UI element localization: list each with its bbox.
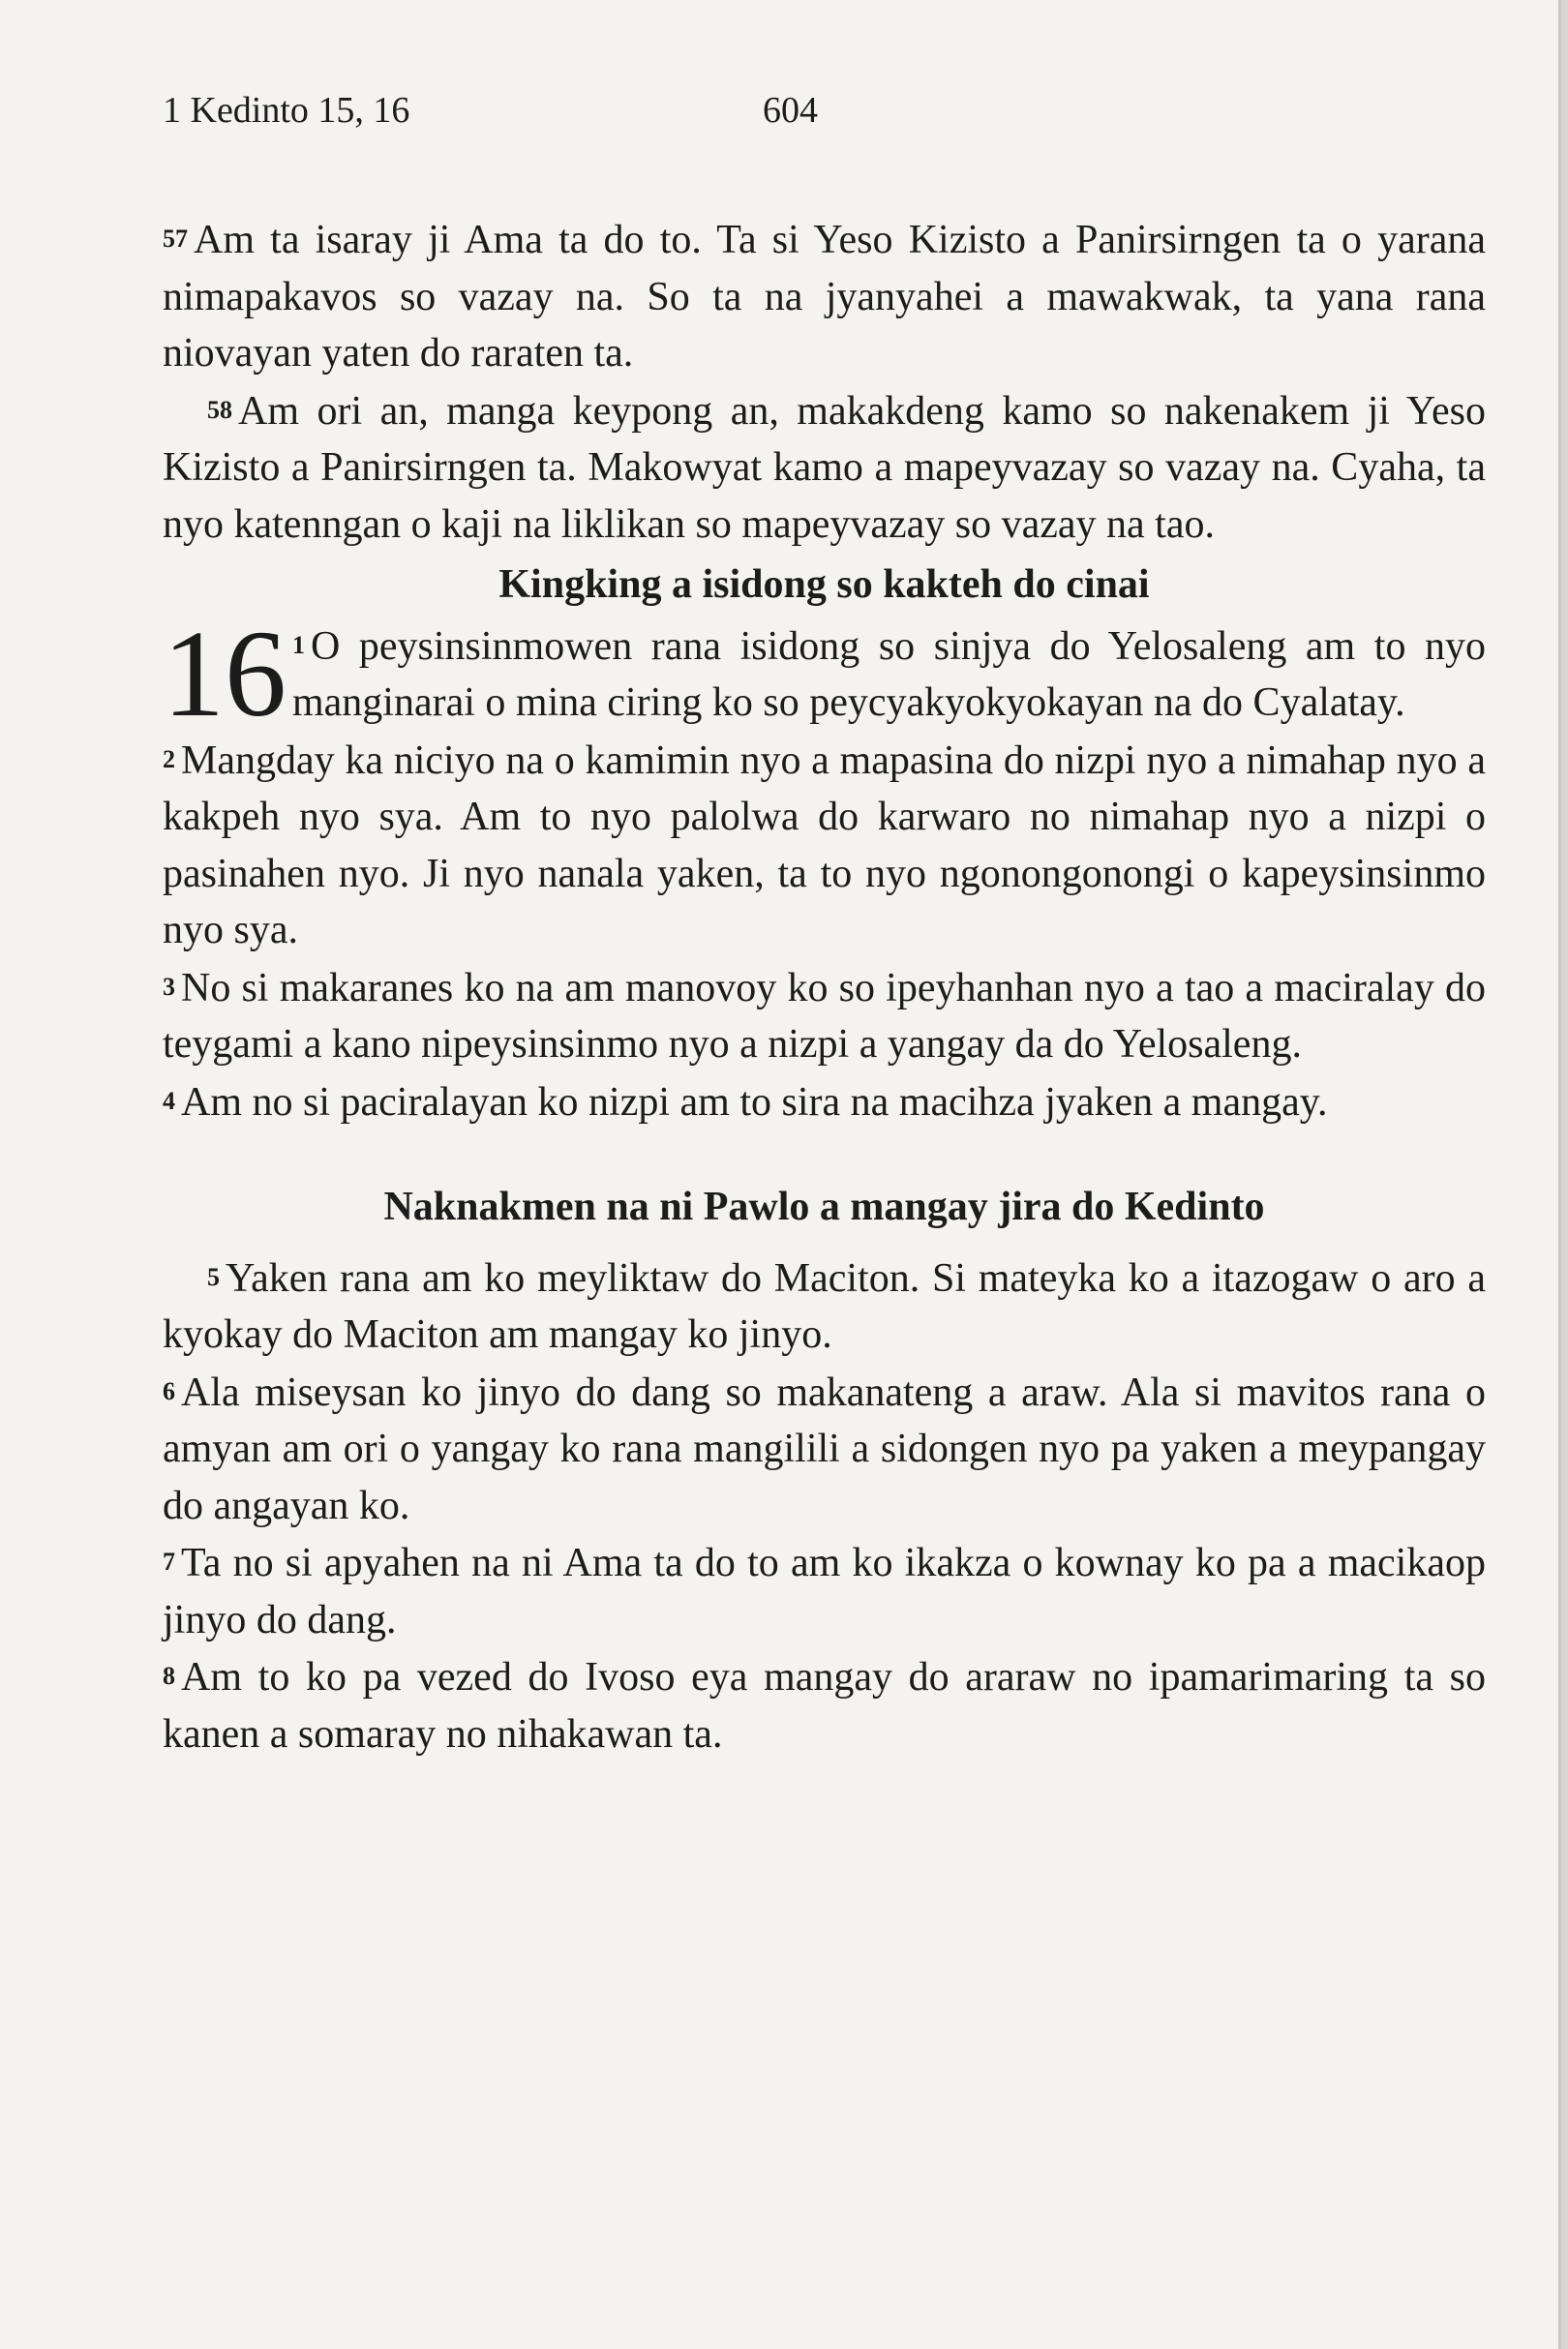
verse-text: O peysinsinmowen rana isidong so sinjya do Yelosaleng am to nyo manginarai o mina ciring ko so peycyakyokyokayan na do Cyalatay. bbox=[292, 623, 1486, 725]
verse-number: 7 bbox=[163, 1548, 175, 1576]
verse bbox=[163, 382, 1486, 554]
verse bbox=[163, 1073, 1486, 1131]
verse-number: 5 bbox=[207, 1262, 220, 1291]
verse bbox=[163, 732, 1486, 959]
verse bbox=[163, 1648, 1486, 1762]
verse bbox=[163, 211, 1486, 382]
verse-number: 58 bbox=[207, 395, 232, 424]
verse bbox=[163, 1534, 1486, 1648]
verse bbox=[163, 1364, 1486, 1535]
verse-number: 8 bbox=[163, 1662, 175, 1690]
chapter-reference: 1 Kedinto 15, 16 bbox=[163, 90, 410, 131]
verse-text: Ta no si apyahen na ni Ama ta do to am ko ikakza o kownay ko pa a macikaop jinyo do dang. bbox=[163, 1541, 1486, 1642]
page-header bbox=[163, 89, 1489, 147]
verse-number: 4 bbox=[163, 1086, 175, 1115]
verse-text: Am no si paciralayan ko nizpi am to sira na macihza jyaken a mangay. bbox=[181, 1079, 1328, 1125]
verse-text: No si makaranes ko na am manovoy ko so ipeyhanhan nyo a tao a maciralay do teygami a kano nipeysinsinmo nyo a nizpi a yangay da do Yelosaleng. bbox=[163, 965, 1486, 1067]
page-content bbox=[163, 211, 1486, 1762]
verse-number: 3 bbox=[163, 972, 175, 1001]
verse-number: 57 bbox=[163, 225, 188, 253]
chapter-opening bbox=[163, 604, 1486, 742]
verse bbox=[163, 959, 1486, 1073]
section-heading: Naknakmen na ni Pawlo a mangay jira do Kedinto bbox=[383, 1185, 1265, 1229]
verse-text: Ala miseysan ko jinyo do dang so makanateng a araw. Ala si mavitos rana o amyan am ori o yangay ko rana mangilili a sidongen nyo pa yaken a meypangay do angayan ko. bbox=[163, 1370, 1486, 1528]
chapter-number: 16 bbox=[163, 604, 286, 742]
page-edge bbox=[1561, 0, 1568, 2349]
verse-number: 1 bbox=[292, 630, 305, 659]
verse-text: Yaken rana am ko meyliktaw do Maciton. Si mateyka ko a itazogaw o aro a kyokay do Maciton am mangay ko jinyo. bbox=[163, 1255, 1486, 1357]
verse-number: 2 bbox=[163, 744, 175, 773]
verse-text: Mangday ka niciyo na o kamimin nyo a mapasina do nizpi nyo a nimahap nyo a kakpeh nyo sya. Am to nyo palolwa do karwaro no nimahap nyo a nizpi o pasinahen nyo. Ji nyo nanala yaken, ta to nyo ngonongonongi o kapeysinsinmo nyo sya. bbox=[163, 738, 1486, 952]
verse-text: Am ta isaray ji Ama ta do to. Ta si Yeso Kizisto a Panirsirngen ta o yarana nimapakavos so vazay na. So ta na jyanyahei a mawakwak, ta yana rana niovayan yaten do raraten ta. bbox=[163, 218, 1486, 376]
verse-text: Am ori an, manga keypong an, makakdeng kamo so nakenakem ji Yeso Kizisto a Panirsirngen ta. Makowyat kamo a mapeyvazay so vazay na. Cyaha, ta nyo katenngan o kaji na liklikan so mapeyvazay so vazay na tao. bbox=[163, 388, 1486, 547]
section-heading: Kingking a isidong so kakteh do cinai bbox=[498, 562, 1150, 607]
verse-number: 6 bbox=[163, 1376, 175, 1405]
page-number: 604 bbox=[763, 90, 818, 131]
verse-text: Am to ko pa vezed do Ivoso eya mangay do araraw no ipamarimaring ta so kanen a somaray no nihakawan ta. bbox=[163, 1655, 1486, 1757]
verse bbox=[163, 1250, 1486, 1364]
